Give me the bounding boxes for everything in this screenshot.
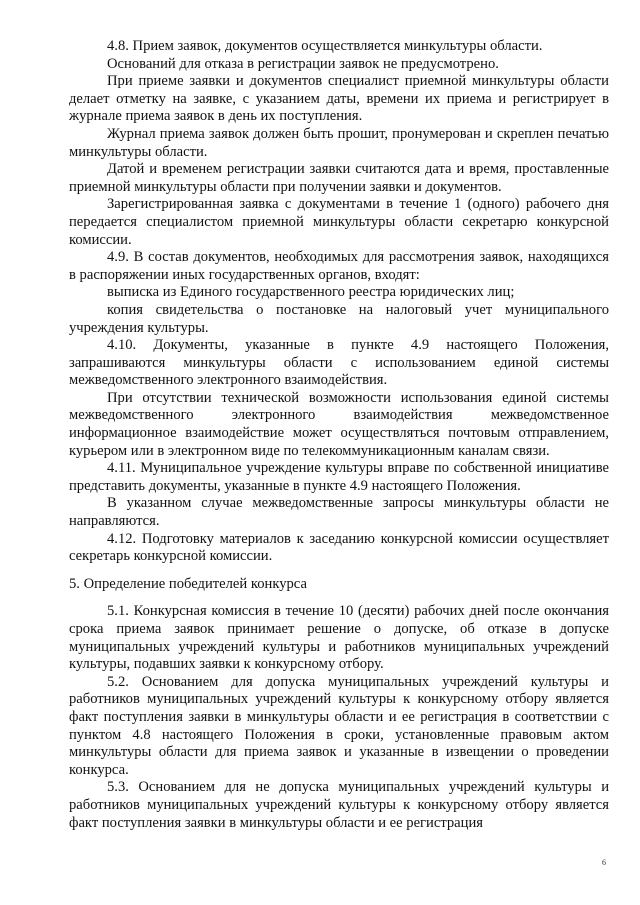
page-number: 6 [602,858,606,867]
paragraph-journal: Журнал приема заявок должен быть прошит, пронумерован и скреплен печатью минкультуры области. [69,125,609,160]
section-heading: 5. Определение победителей конкурса [69,575,307,592]
paragraph-tax-certificate: копия свидетельства о постановке на налоговый учет муниципального учреждения культуры. [69,301,609,336]
paragraph-5-3: 5.3. Основанием для не допуска муниципальных учреждений культуры и работников муниципальных учреждений культуры к конкурсному отбору является факт поступления заявки в минкультуры области и ее регистрация [69,779,609,831]
paragraph-extract: выписка из Единого государственного реестра юридических лиц; [107,284,515,301]
paragraph-5-2: 5.2. Основанием для допуска муниципальных учреждений культуры и работников муниципальных учреждений культуры к конкурсному отбору является факт поступления заявки в минкультуры области и ее регистрация в соответствии с пунктом 4.8 настоящего Положения в сроки, установленные правовым актом минкультуры области для приема заявок и указанные в извещении о проведении конкурса. [69,673,609,778]
paragraph-registered-application: Зарегистрированная заявка с документами в течение 1 (одного) рабочего дня передается специалистом приемной минкультуры области секретарю конкурсной комиссии. [69,196,609,248]
paragraph-5-1: 5.1. Конкурсная комиссия в течение 10 (десяти) рабочих дней после окончания срока приема заявок принимает решение о допуске, об отказе в допуске муниципальных учреждений культуры и работников муниципальных учреждений культуры, подавших заявки к конкурсному отбору. [69,603,609,673]
paragraph-4-9: 4.9. В состав документов, необходимых для рассмотрения заявок, находящихся в распоряжении иных государственных органов, входят: [69,249,609,283]
paragraph-4-10: 4.10. Документы, указанные в пункте 4.9 настоящего Положения, запрашиваются минкультуры области с использованием единой системы межведомственного электронного взаимодействия. [69,337,609,389]
paragraph-no-technical-possibility: При отсутствии технической возможности использования единой системы межведомственного электронного взаимодействия межведомственное информационное взаимодействие может осуществляться почтовым отправлением, курьером или в электронном виде по телекоммуникационным каналам связи. [69,389,609,459]
paragraph-4-8: 4.8. Прием заявок, документов осуществляется минкультуры области. [107,38,543,54]
paragraph-4-12: 4.12. Подготовку материалов к заседанию конкурсной комиссии осуществляет секретарь конкурсной комиссии. [69,530,609,565]
paragraph-no-requests: В указанном случае межведомственные запросы минкультуры области не направляются. [69,495,609,530]
paragraph-no-refusal: Оснований для отказа в регистрации заявок не предусмотрено. [107,55,499,72]
paragraph-4-11: 4.11. Муниципальное учреждение культуры вправе по собственной инициативе представить документы, указанные в пункте 4.9 настоящего Положения. [69,460,609,494]
paragraph-registration-date: Датой и временем регистрации заявки считаются дата и время, проставленные приемной минкультуры области при получении заявки и документов. [69,161,609,195]
paragraph-reception: При приеме заявки и документов специалист приемной минкультуры области делает отметку на заявке, с указанием даты, времени их приема и регистрирует в журнале приема заявок в день их поступления. [69,73,609,125]
document-page [69,38,609,832]
